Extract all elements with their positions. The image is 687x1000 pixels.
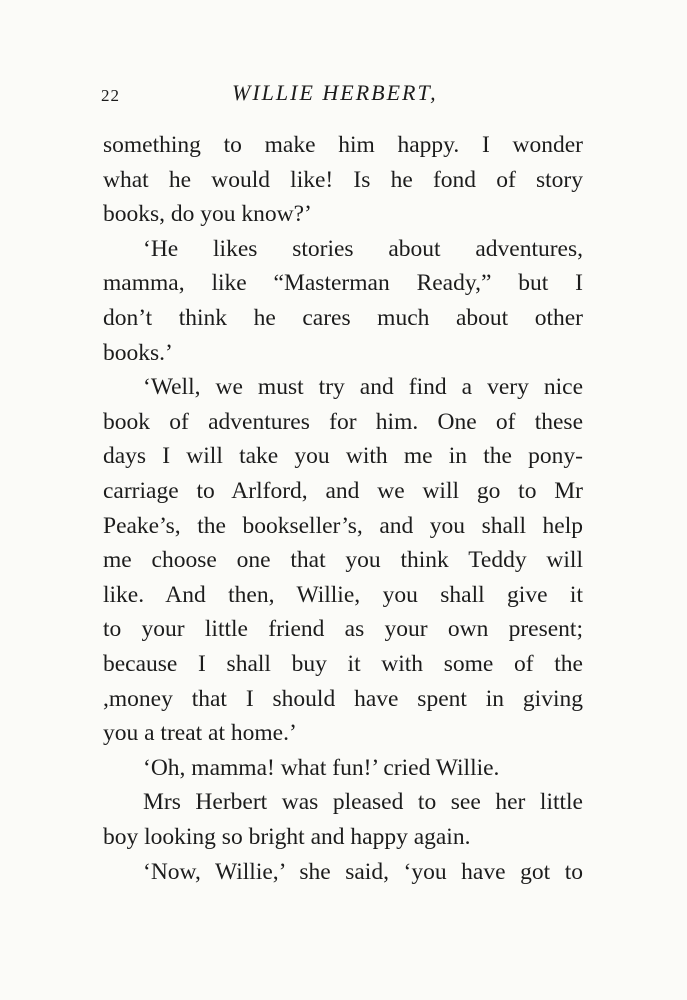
text-line: what he would like! Is he fond of story: [103, 166, 583, 193]
text-line: like. And then, Willie, you shall give it: [103, 581, 583, 608]
text-line: carriage to Arlford, and we will go to Mr: [103, 478, 583, 504]
page-number: 22: [101, 86, 120, 105]
page-header: [0, 80, 687, 120]
text-line: you a treat at home.’: [103, 720, 297, 747]
text-line: boy looking so bright and happy again.: [103, 824, 471, 850]
text-line: me choose one that you think Teddy will: [103, 547, 583, 574]
text-line: ‘He likes stories about adventures,: [143, 235, 583, 262]
text-line: to your little friend as your own present;: [103, 616, 583, 643]
text-line: ‘Oh, mamma! what fun!’ cried Willie.: [143, 754, 500, 781]
text-line: something to make him happy. I wonder: [103, 132, 583, 158]
running-title: WILLIE HERBERT,: [232, 80, 438, 105]
text-line: books, do you know?’: [103, 201, 312, 228]
text-line: because I shall buy it with some of the: [103, 651, 583, 677]
text-line: books.’: [103, 339, 173, 366]
text-line: Peake’s, the bookseller’s, and you shall help: [103, 512, 583, 539]
text-line: ‘Well, we must try and find a very nice: [143, 374, 583, 401]
text-line: Mrs Herbert was pleased to see her little: [143, 789, 583, 816]
text-line: ‘Now, Willie,’ she said, ‘you have got to: [143, 858, 583, 885]
text-line: book of adventures for him. One of these: [103, 408, 583, 435]
text-line: ,money that I should have spent in giving: [103, 685, 583, 712]
text-line: don’t think he cares much about other: [103, 305, 583, 331]
text-line: days I will take you with me in the pony-: [103, 443, 583, 470]
text-line: mamma, like “Masterman Ready,” but I: [103, 270, 583, 297]
